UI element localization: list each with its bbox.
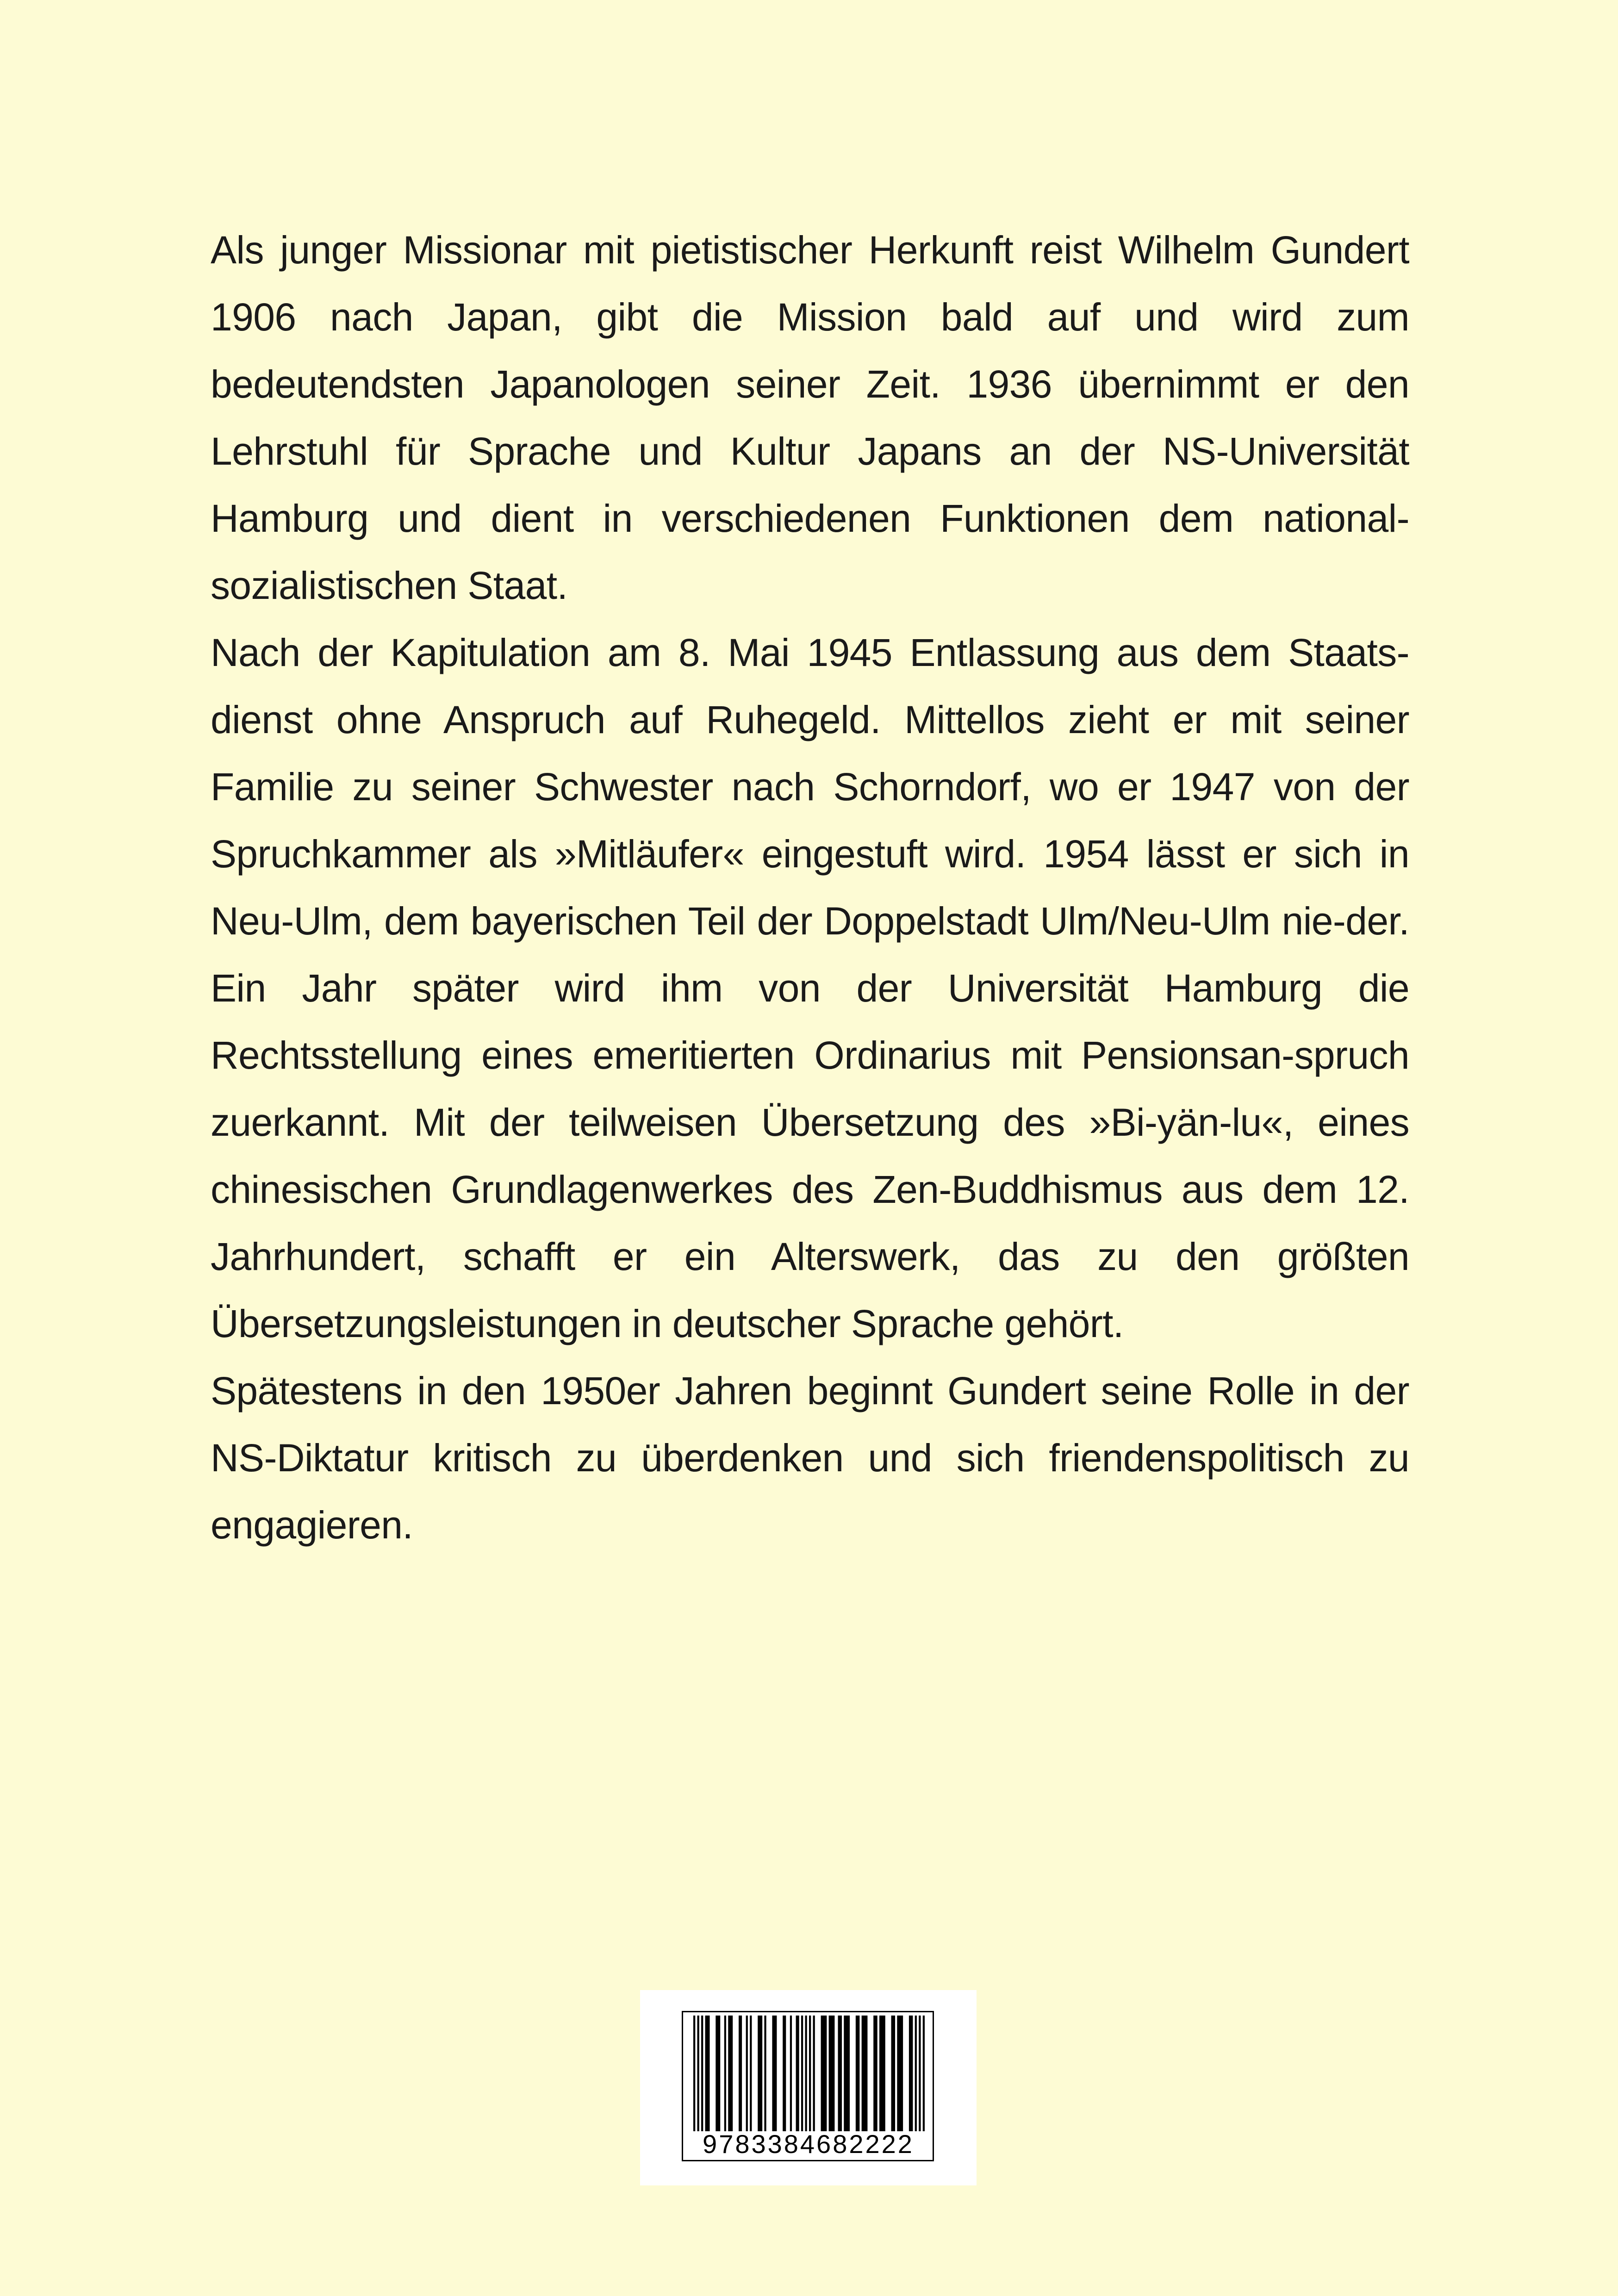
- barcode-bar: [856, 2016, 860, 2131]
- barcode-bar: [697, 2016, 699, 2131]
- blurb-text: [211, 217, 1409, 1559]
- paragraph-1: Als junger Missionar mit pietistischer Herkunft reist Wilhelm Gundert 1906 nach Japan, gibt die Mission bald auf und wird zum bedeutendsten Japanologen seiner Zeit. 1936 übernimmt er den Lehrstuhl für Sprache und Kultur Japans an der NS-Universität Hamburg und dient in verschiedenen Funktionen dem national-sozialistischen Staat.: [211, 228, 1409, 607]
- barcode-bar: [821, 2016, 827, 2131]
- barcode-bar: [805, 2016, 807, 2131]
- barcode-bar: [716, 2016, 720, 2131]
- barcode-bar: [705, 2016, 710, 2131]
- paragraph-3: Spätestens in den 1950er Jahren beginnt Gundert seine Rolle in der NS-Diktatur kritisch zu überdenken und sich friendenspolitisch zu engagieren.: [211, 1369, 1409, 1547]
- paragraph-2: Nach der Kapitulation am 8. Mai 1945 Entlassung aus dem Staats-dienst ohne Anspruch auf Ruhegeld. Mittellos zieht er mit seiner Familie zu seiner Schwester nach Schorndorf, wo er 1947 von der Spruchkammer als »Mitläufer« eingestuft wird. 1954 lässt er sich in Neu-Ulm, dem bayerischen Teil der Doppelstadt Ulm/Neu-Ulm nie-der. Ein Jahr später wird ihm von der Universität Hamburg die Rechtsstellung eines emeritierten Ordinarius mit Pensionsan-spruch zuerkannt. Mit der teilweisen Übersetzung des »Bi-yän-lu«, eines chinesischen Grundlagenwerkes des Zen-Buddhismus aus dem 12. Jahrhundert, schafft er ein Alterswerk, das zu den größten Übersetzungsleistungen in deutscher Sprache gehört.: [211, 631, 1409, 1345]
- barcode-bar: [739, 2016, 742, 2131]
- barcode-bar: [701, 2016, 703, 2131]
- barcode-bar: [897, 2016, 903, 2131]
- barcode-bar: [919, 2016, 921, 2131]
- barcode-number: 9783384682222: [703, 2129, 914, 2159]
- barcode-bar: [813, 2016, 815, 2131]
- barcode-bar: [838, 2016, 842, 2131]
- barcode-bar: [758, 2016, 762, 2131]
- barcode-bar: [873, 2016, 877, 2131]
- barcode-bar: [693, 2016, 695, 2131]
- barcode-bar: [923, 2016, 925, 2131]
- barcode-bar: [909, 2016, 913, 2131]
- barcode-bar: [790, 2016, 792, 2131]
- isbn-barcode: [640, 1990, 977, 2185]
- barcode-bar: [809, 2016, 811, 2131]
- barcode-bar: [891, 2016, 896, 2131]
- barcode-bars: [693, 2016, 925, 2131]
- barcode-bar: [750, 2016, 752, 2131]
- barcode-bar: [915, 2016, 917, 2131]
- barcode-bar: [746, 2016, 748, 2131]
- barcode-bar: [724, 2016, 726, 2131]
- barcode-bar: [783, 2016, 786, 2131]
- barcode-bar: [829, 2016, 835, 2131]
- barcode-bar: [801, 2016, 803, 2131]
- barcode-bar: [728, 2016, 733, 2131]
- barcode-bar: [796, 2016, 799, 2131]
- barcode-bar: [772, 2016, 777, 2131]
- barcode-bar: [862, 2016, 868, 2131]
- barcode-bar: [879, 2016, 885, 2131]
- barcode-bar: [764, 2016, 766, 2131]
- barcode-bar: [844, 2016, 850, 2131]
